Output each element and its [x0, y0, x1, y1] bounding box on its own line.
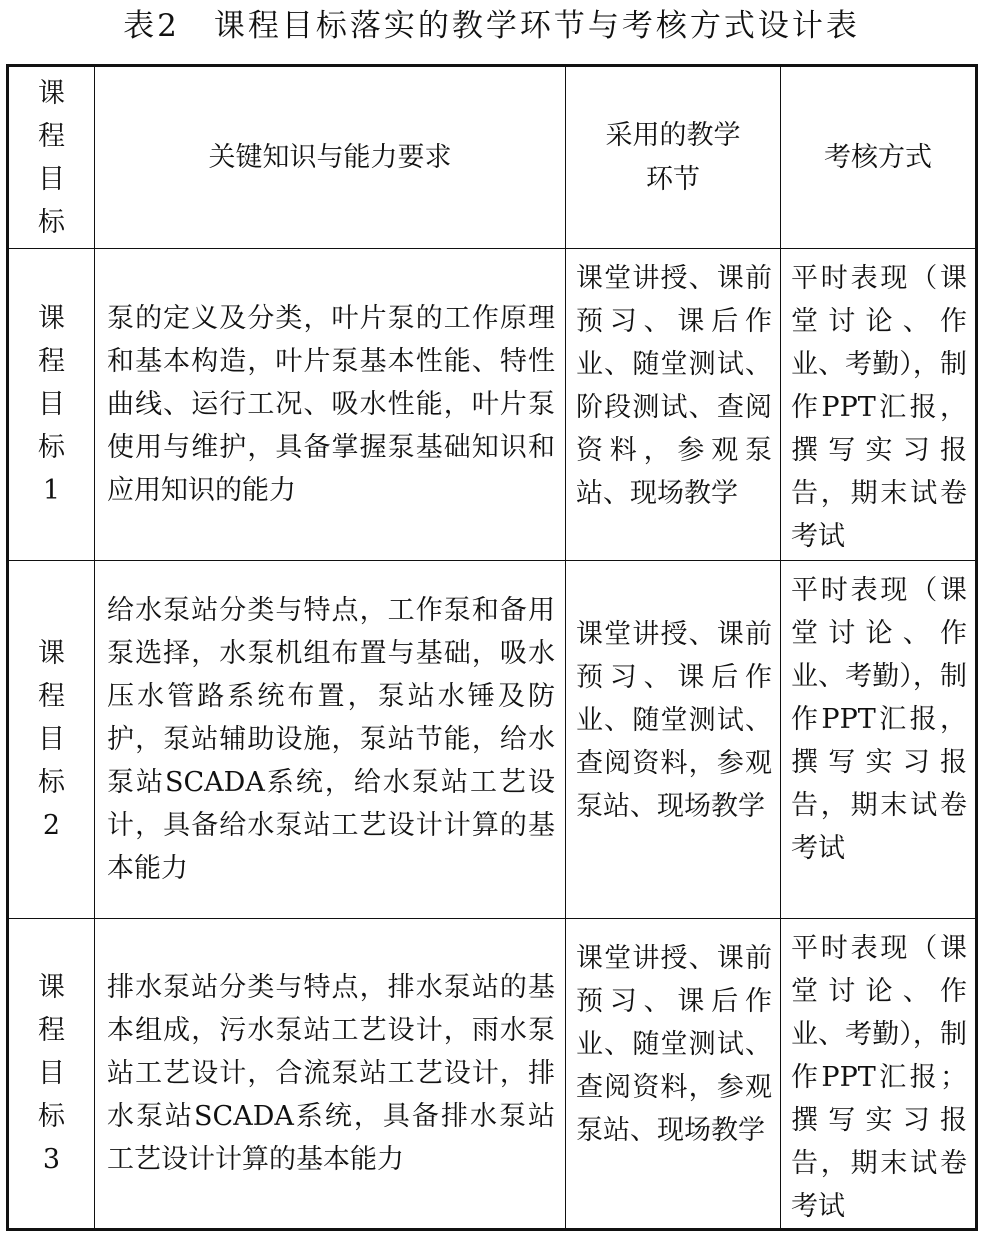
table-row [8, 249, 977, 561]
goal-char: 课 [38, 638, 65, 669]
header-assessment: 考核方式 [781, 66, 977, 249]
header-goal-char: 标 [38, 206, 65, 238]
assessment-cell [781, 249, 977, 561]
teaching-cell [566, 249, 781, 561]
assessment-text: 平时表现（课堂讨论、作业、考勤），制作PPT汇报，撰写实习报告，期末试卷考试 [791, 575, 967, 864]
goal-cell [8, 919, 95, 1230]
table-title: 表2 课程目标落实的教学环节与考核方式设计表 [123, 8, 860, 44]
goal-char: 2 [42, 810, 61, 841]
goal-char: 目 [38, 724, 65, 755]
table-row [8, 561, 977, 919]
goal-char: 目 [38, 1058, 65, 1089]
goal-cell [8, 249, 95, 561]
goal-char: 程 [38, 346, 65, 377]
header-goal-char: 程 [38, 120, 65, 152]
table-row [8, 919, 977, 1230]
header-goal-char: 课 [38, 77, 65, 109]
goal-char: 1 [42, 475, 61, 506]
goal-char: 标 [38, 432, 65, 463]
goal-cell [8, 561, 95, 919]
assessment-cell [781, 561, 977, 919]
assessment-text: 平时表现（课堂讨论、作业、考勤），制作PPT汇报，撰写实习报告，期末试卷考试 [791, 263, 967, 552]
goal-char: 课 [38, 972, 65, 1003]
header-knowledge: 关键知识与能力要求 [95, 66, 566, 249]
goal-char: 课 [38, 303, 65, 334]
teaching-text: 课堂讲授、课前预习、课后作业、随堂测试、查阅资料，参观泵站、现场教学 [576, 943, 772, 1146]
goal-char: 标 [38, 767, 65, 798]
goal-char: 程 [38, 1015, 65, 1046]
teaching-text: 课堂讲授、课前预习、课后作业、随堂测试、查阅资料，参观泵站、现场教学 [576, 619, 772, 822]
header-row [8, 66, 977, 249]
assessment-text: 平时表现（课堂讨论、作业、考勤），制作PPT汇报；撰写实习报告，期末试卷考试 [791, 933, 967, 1222]
goal-char: 程 [38, 681, 65, 712]
teaching-text: 课堂讲授、课前预习、课后作业、随堂测试、阶段测试、查阅资料，参观泵站、现场教学 [576, 263, 772, 509]
header-goal-char: 目 [38, 163, 65, 195]
teaching-cell [566, 919, 781, 1230]
design-table [6, 64, 978, 1231]
goal-char: 3 [42, 1144, 61, 1175]
knowledge-cell: 排水泵站分类与特点，排水泵站的基本组成，污水泵站工艺设计，雨水泵站工艺设计，合流泵站工艺设计，排水泵站SCADA系统，具备排水泵站工艺设计计算的基本能力 [95, 919, 566, 1230]
header-teaching: 采用的教学环节 [605, 119, 741, 195]
header-teaching-cell [566, 66, 781, 249]
header-goal-cell [8, 66, 95, 249]
goal-char: 标 [38, 1101, 65, 1132]
knowledge-cell: 给水泵站分类与特点，工作泵和备用泵选择，水泵机组布置与基础，吸水压水管路系统布置，泵站水锤及防护，泵站辅助设施，泵站节能，给水泵站SCADA系统，给水泵站工艺设计，具备给水泵站工艺设计计算的基本能力 [95, 561, 566, 919]
assessment-cell [781, 919, 977, 1230]
goal-char: 目 [38, 389, 65, 420]
knowledge-cell: 泵的定义及分类，叶片泵的工作原理和基本构造，叶片泵基本性能、特性曲线、运行工况、吸水性能，叶片泵使用与维护，具备掌握泵基础知识和应用知识的能力 [95, 249, 566, 561]
teaching-cell [566, 561, 781, 919]
